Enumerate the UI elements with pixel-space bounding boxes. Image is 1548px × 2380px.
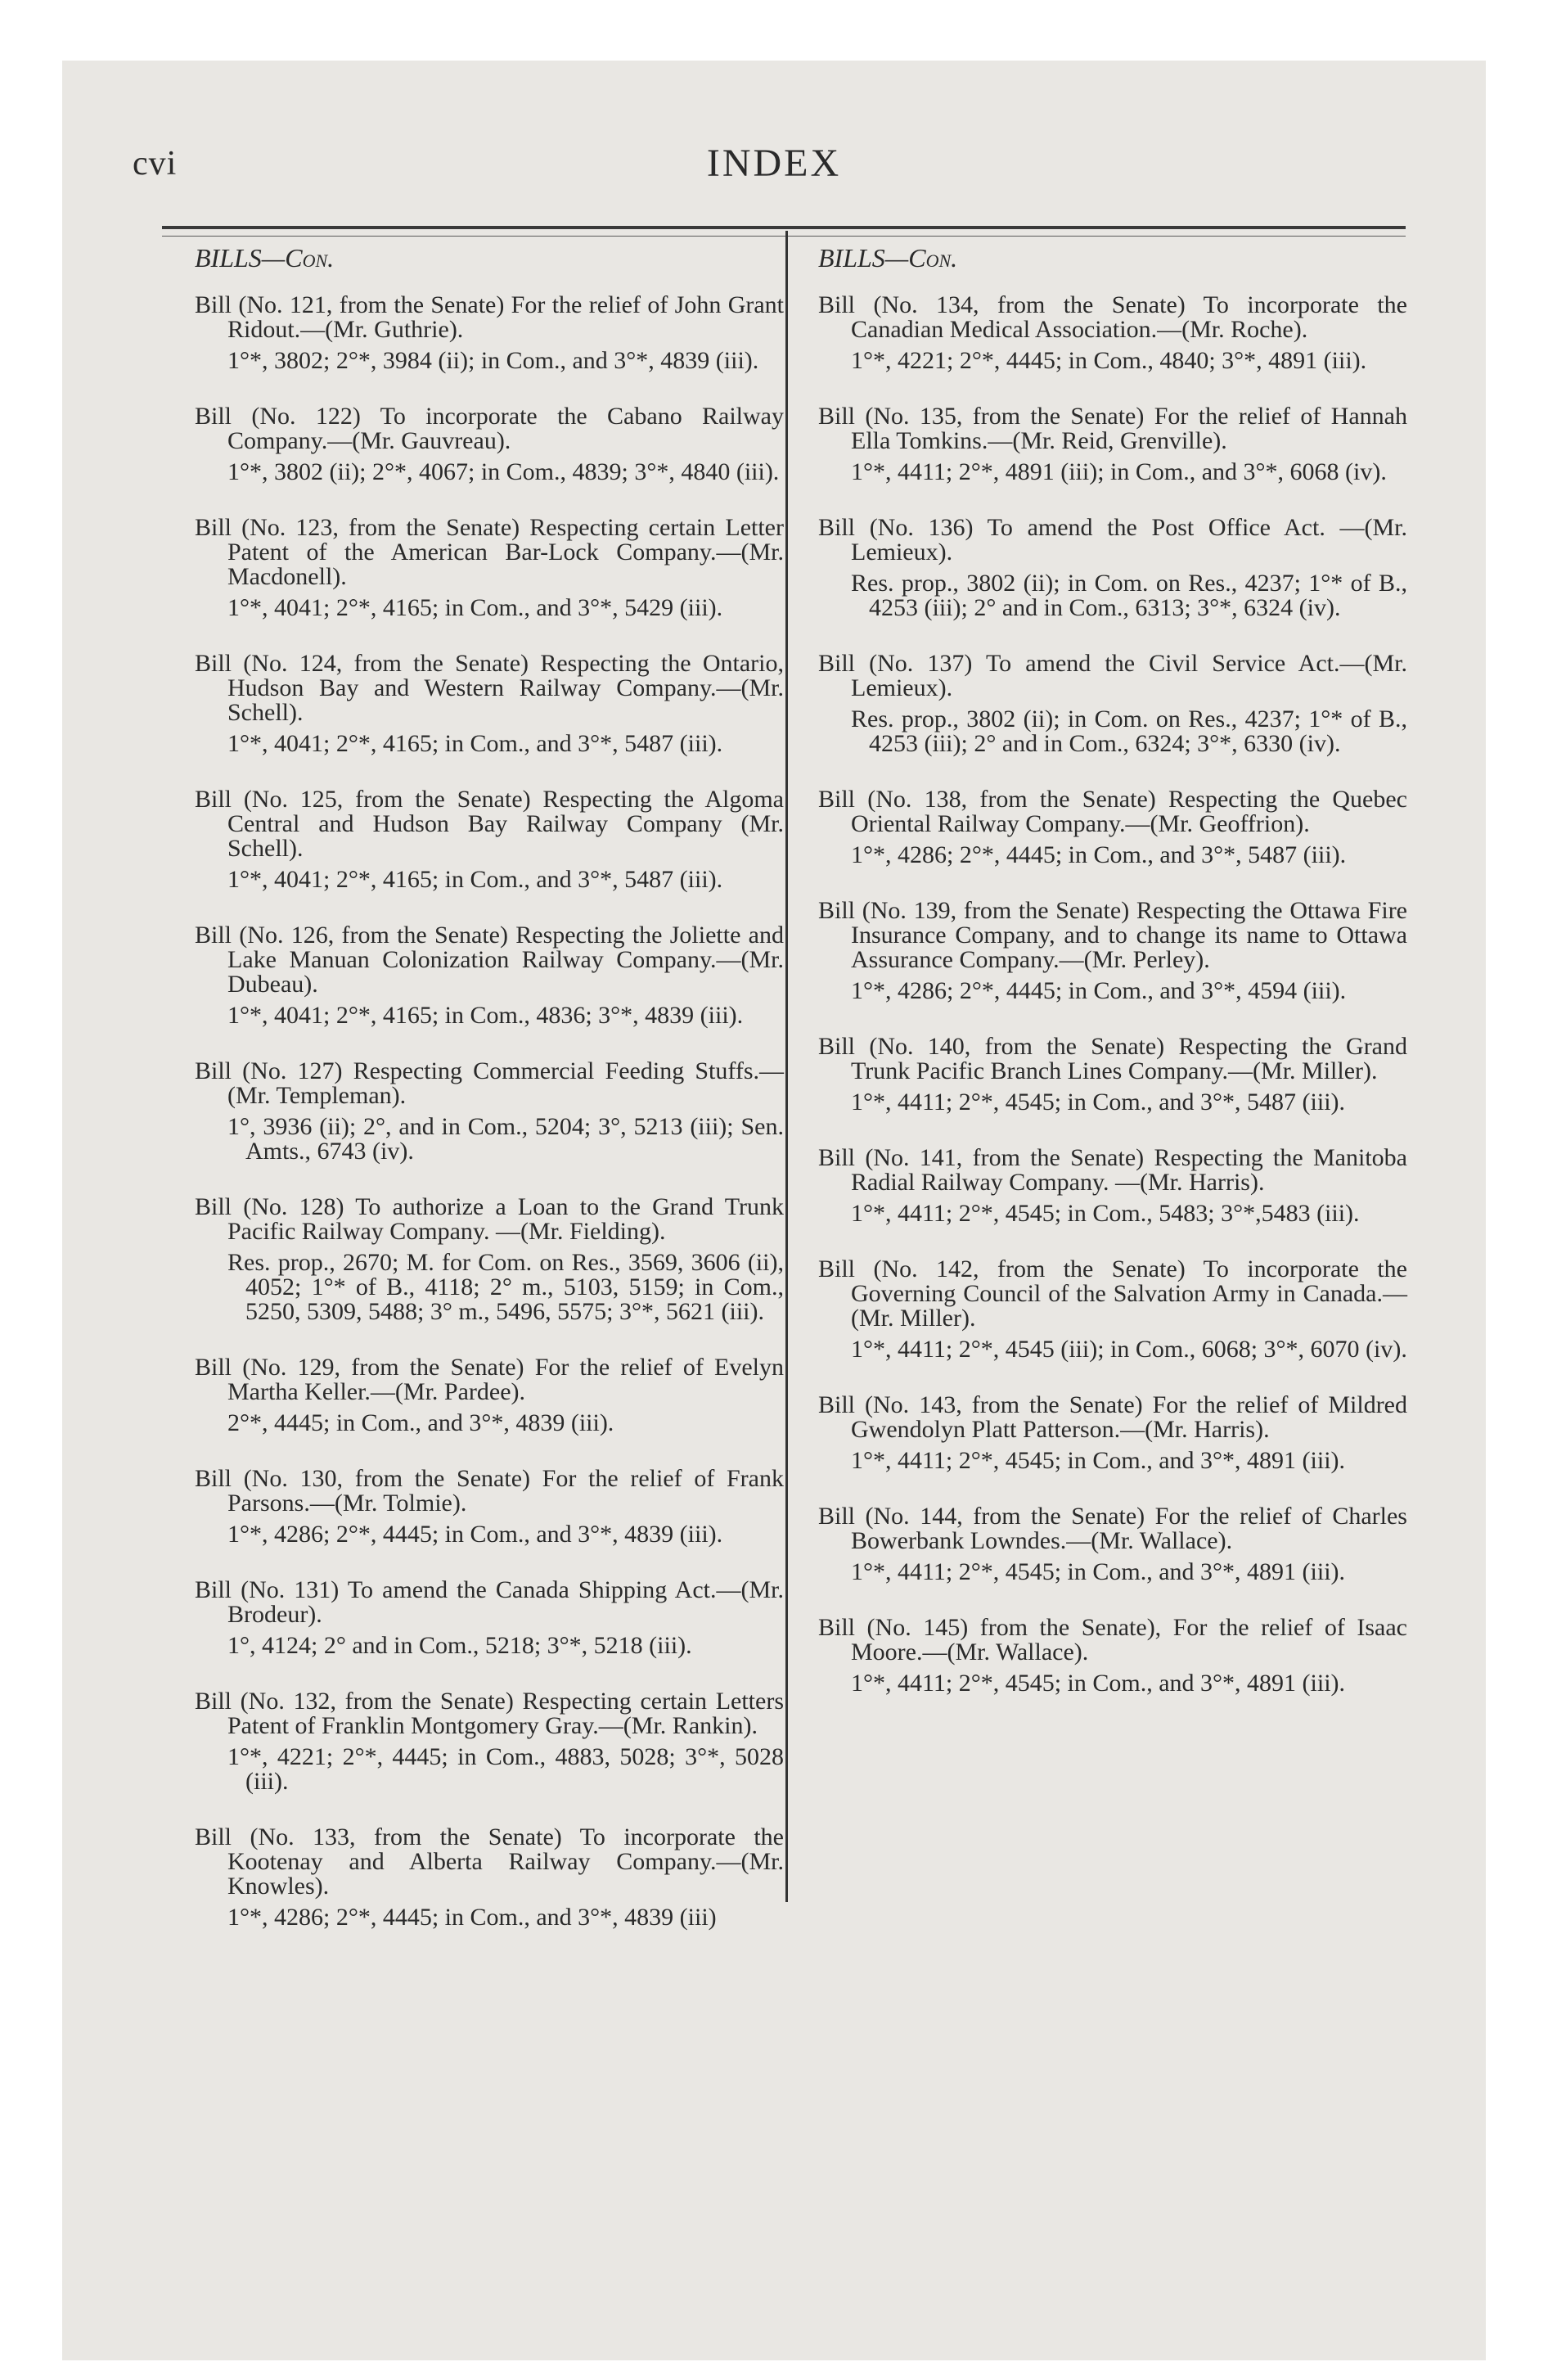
entry-references: 1°*, 4411; 2°*, 4545; in Com., and 3°*, 4891 (iii). [851,1447,1346,1474]
entry-title: Bill (No. 126, from the Senate) Respecting the Joliette and Lake Manuan Colonization Railway Company.—(Mr. Dubeau). [195,922,784,998]
entry-list [195,293,784,1930]
entry-title: Bill (No. 140, from the Senate) Respecting the Grand Trunk Pacific Branch Lines Company.—(Mr. Miller). [818,1033,1407,1084]
entry-references: 1°*, 4041; 2°*, 4165; in Com., and 3°*, 5487 (iii). [227,866,723,893]
entry-title: Bill (No. 132, from the Senate) Respecting certain Letters Patent of Franklin Montgomery Gray.—(Mr. Rankin). [195,1688,784,1739]
entry-references: 1°*, 3802 (ii); 2°*, 4067; in Com., 4839; 3°*, 4840 (iii). [227,458,780,485]
entry-title: Bill (No. 143, from the Senate) For the relief of Mildred Gwendolyn Platt Patterson.—(Mr. Harris). [818,1391,1407,1443]
index-entry [818,516,1407,620]
column-divider [785,231,788,1902]
entry-title: Bill (No. 129, from the Senate) For the relief of Evelyn Martha Keller.—(Mr. Pardee). [195,1354,784,1405]
entry-references: 1°, 4124; 2° and in Com., 5218; 3°*, 5218 (iii). [227,1632,692,1659]
section-heading: BILLS—Con. [195,243,335,273]
entry-references: 1°*, 4411; 2°*, 4545; in Com., and 3°*, 4891 (iii). [851,1670,1346,1697]
entry-references: 1°*, 4411; 2°*, 4545; in Com., and 3°*, 5487 (iii). [851,1089,1346,1116]
entry-references: 1°*, 4286; 2°*, 4445; in Com., and 3°*, 4594 (iii). [851,977,1347,1004]
entry-title: Bill (No. 141, from the Senate) Respecting the Manitoba Radial Railway Company. —(Mr. Harris). [818,1144,1407,1196]
entry-list [818,293,1407,1696]
entry-references: 1°*, 4041; 2°*, 4165; in Com., and 3°*, 5429 (iii). [227,594,723,621]
entry-title: Bill (No. 135, from the Senate) For the relief of Hannah Ella Tomkins.—(Mr. Reid, Grenville). [818,403,1407,454]
entry-references: Res. prop., 3802 (ii); in Com. on Res., 4237; 1°* of B., 4253 (iii); 2° and in Com., 6313; 3°*, 6324 (iv). [851,570,1407,621]
entry-title: Bill (No. 127) Respecting Commercial Feeding Stuffs.—(Mr. Templeman). [195,1057,784,1109]
entry-references: 1°*, 4041; 2°*, 4165; in Com., 4836; 3°*, 4839 (iii). [227,1002,744,1029]
index-entry [818,1393,1407,1473]
entry-title: Bill (No. 137) To amend the Civil Service Act.—(Mr. Lemieux). [818,650,1407,701]
entry-title: Bill (No. 122) To incorporate the Cabano Railway Company.—(Mr. Gauvreau). [195,403,784,454]
entry-title: Bill (No. 142, from the Senate) To incorporate the Governing Council of the Salvation Army in Canada.—(Mr. Miller). [818,1255,1407,1332]
entry-references: 1°*, 4221; 2°*, 4445; in Com., 4840; 3°*, 4891 (iii). [851,347,1367,374]
left-column [195,243,784,1961]
index-entry [195,1059,784,1164]
index-entry [195,1195,784,1324]
entry-title: Bill (No. 139, from the Senate) Respecting the Ottawa Fire Insurance Company, and to change its name to Ottawa Assurance Company.—(Mr. Perley). [818,897,1407,973]
index-entry [195,404,784,485]
entry-references: 1°*, 4411; 2°*, 4891 (iii); in Com., and 3°*, 6068 (iv). [851,458,1387,485]
index-entry [818,787,1407,868]
entry-title: Bill (No. 133, from the Senate) To incorporate the Kootenay and Alberta Railway Company.—(Mr. Knowles). [195,1823,784,1900]
index-entry [818,293,1407,373]
entry-title: Bill (No. 123, from the Senate) Respecting certain Letter Patent of the American Bar-Lock Company.—(Mr. Macdonell). [195,514,784,590]
right-column [818,243,1407,1727]
entry-references: 1°*, 4286; 2°*, 4445; in Com., and 3°*, 4839 (iii). [227,1521,723,1548]
index-entry [195,1825,784,1930]
entry-title: Bill (No. 121, from the Senate) For the relief of John Grant Ridout.—(Mr. Guthrie). [195,291,784,343]
entry-references: 1°*, 4411; 2°*, 4545 (iii); in Com., 6068; 3°*, 6070 (iv). [851,1336,1407,1363]
index-entry [818,1504,1407,1584]
entry-title: Bill (No. 144, from the Senate) For the relief of Charles Bowerbank Lowndes.—(Mr. Wallace). [818,1503,1407,1554]
index-entry [818,1146,1407,1226]
index-entry [195,923,784,1028]
entry-title: Bill (No. 136) To amend the Post Office Act. —(Mr. Lemieux). [818,514,1407,566]
entry-references: 1°*, 4411; 2°*, 4545; in Com., 5483; 3°*,5483 (iii). [851,1200,1360,1227]
index-entry [818,1257,1407,1362]
entry-title: Bill (No. 124, from the Senate) Respecting the Ontario, Hudson Bay and Western Railway Company.—(Mr. Schell). [195,650,784,726]
index-entry [195,787,784,892]
entry-title: Bill (No. 125, from the Senate) Respecting the Algoma Central and Hudson Bay Railway Company (Mr. Schell). [195,786,784,862]
entry-title: Bill (No. 128) To authorize a Loan to the Grand Trunk Pacific Railway Company. —(Mr. Fielding). [195,1193,784,1245]
entry-title: Bill (No. 130, from the Senate) For the relief of Frank Parsons.—(Mr. Tolmie). [195,1465,784,1517]
entry-references: Res. prop., 3802 (ii); in Com. on Res., 4237; 1°* of B., 4253 (iii); 2° and in Com., 6324; 3°*, 6330 (iv). [851,705,1407,757]
entry-references: 1°*, 4286; 2°*, 4445; in Com., and 3°*, 4839 (iii) [227,1904,717,1931]
entry-title: Bill (No. 131) To amend the Canada Shipping Act.—(Mr. Brodeur). [195,1576,784,1628]
index-entry [818,1034,1407,1115]
entry-title: Bill (No. 134, from the Senate) To incorporate the Canadian Medical Association.—(Mr. Roche). [818,291,1407,343]
index-entry [195,1578,784,1658]
entry-references: 1°*, 4411; 2°*, 4545; in Com., and 3°*, 4891 (iii). [851,1558,1346,1585]
index-entry [818,651,1407,756]
header-rule [162,226,1406,229]
index-entry [195,1689,784,1794]
index-entry [195,1355,784,1436]
entry-references: Res. prop., 2670; M. for Com. on Res., 3569, 3606 (ii), 4052; 1°* of B., 4118; 2° m., 5103, 5159; in Com., 5250, 5309, 5488; 3° m., 5496, 5575; 3°*, 5621 (iii). [227,1249,784,1325]
entry-title: Bill (No. 138, from the Senate) Respecting the Quebec Oriental Railway Company.—(Mr. Geoffrion). [818,786,1407,837]
entry-references: 2°*, 4445; in Com., and 3°*, 4839 (iii). [227,1409,614,1436]
index-entry [818,404,1407,485]
section-heading: BILLS—Con. [818,243,958,273]
index-entry [195,1467,784,1547]
index-entry [195,516,784,620]
page-title: INDEX [706,142,842,185]
entry-references: 1°*, 4286; 2°*, 4445; in Com., and 3°*, 5487 (iii). [851,841,1347,868]
entry-title: Bill (No. 145) from the Senate), For the relief of Isaac Moore.—(Mr. Wallace). [818,1614,1407,1666]
index-entry [195,651,784,756]
entry-references: 1°*, 4221; 2°*, 4445; in Com., 4883, 5028; 3°*, 5028 (iii). [227,1743,784,1795]
index-entry [818,899,1407,1003]
entry-references: 1°*, 4041; 2°*, 4165; in Com., and 3°*, 5487 (iii). [227,730,723,757]
page-folio: cvi [133,145,178,183]
index-entry [195,293,784,373]
index-entry [818,1616,1407,1696]
entry-references: 1°*, 3802; 2°*, 3984 (ii); in Com., and 3°*, 4839 (iii). [227,347,759,374]
header-rule-thin [162,236,1406,237]
entry-references: 1°, 3936 (ii); 2°, and in Com., 5204; 3°, 5213 (iii); Sen. Amts., 6743 (iv). [227,1113,784,1165]
